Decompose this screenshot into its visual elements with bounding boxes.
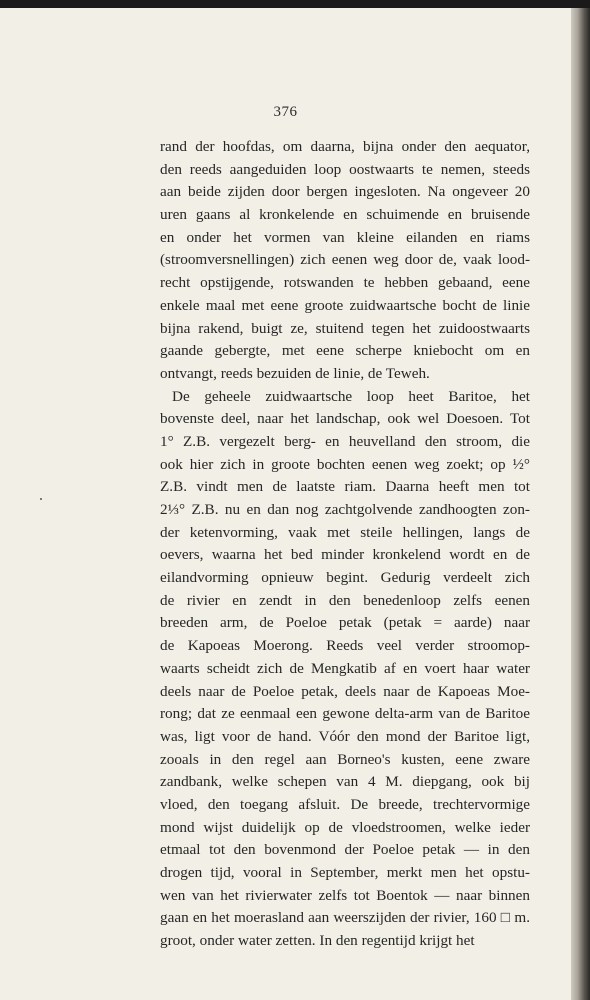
- text-line: was, ligt voor de hand. Vóór den mond der Baritoe ligt,: [160, 727, 530, 745]
- text-line: groot, onder water zetten. In den regentijd krijgt het: [160, 932, 475, 950]
- text-line: oevers, waarna het bed minder kronkelend wordt en de: [160, 546, 530, 564]
- text-line: bijna rakend, buigt ze, stuitend tegen het zuidoostwaarts: [160, 319, 530, 337]
- text-line: mond wijst duidelijk op de vloedstroomen, welke ieder: [160, 818, 530, 836]
- text-line: rong; dat ze eenmaal een gewone delta-arm van de Baritoe: [160, 705, 530, 723]
- text-line: der ketenvorming, vaak met steile hellingen, langs de: [160, 523, 530, 541]
- text-line: de rivier en zendt in den benedenloop zelfs eenen: [160, 591, 530, 609]
- text-line: recht opstijgende, rotswanden te hebben gebaand, eene: [160, 274, 530, 292]
- text-line: zandbank, welke schepen van 4 M. diepgang, ook bij: [160, 773, 530, 791]
- text-line: wen van het rivierwater zelfs tot Boentok — naar binnen: [160, 886, 530, 904]
- text-line: vloed, den toegang afsluit. De breede, trechtervormige: [160, 795, 530, 813]
- text-line: drogen tijd, vooral in September, merkt men het opstu-: [160, 864, 530, 881]
- text-line: de Kapoeas Moerong. Reeds veel verder stroomop-: [160, 637, 530, 655]
- text-line: enkele maal met eene groote zuidwaartsche bocht de linie: [160, 296, 530, 314]
- paragraph-start-line: De geheele zuidwaartsche loop heet Baritoe, het: [172, 387, 530, 405]
- text-line: uren gaans al kronkelende en schuimende en bruisende: [160, 206, 530, 224]
- page-number: 376: [273, 104, 298, 120]
- text-line: etmaal tot den bovenmond der Poeloe petak — in den: [160, 841, 530, 859]
- book-page: [0, 8, 571, 1000]
- text-line: zooals in den regel aan Borneo's kusten, eene zware: [160, 750, 530, 768]
- text-line: 2⅓° Z.B. nu en dan nog zachtgolvende zandhoogten zon-: [160, 501, 530, 518]
- text-line: en onder het vormen van kleine eilanden en riams: [160, 228, 530, 246]
- text-line: 1° Z.B. vergezelt berg- en heuvelland den stroom, die: [160, 432, 530, 450]
- text-line: waarts scheidt zich de Mengkatib af en voert haar water: [160, 659, 530, 677]
- text-line: deels naar de Poeloe petak, deels naar de Kapoeas Moe-: [160, 682, 530, 700]
- text-line: ook hier zich in groote bochten eenen weg zoekt; op ½°: [160, 455, 530, 473]
- text-line: bovenste deel, naar het landschap, ook wel Doesoen. Tot: [160, 410, 530, 428]
- body-text: [160, 136, 530, 953]
- text-line: rand der hoofdas, om daarna, bijna onder den aequator,: [160, 138, 530, 155]
- text-line: den reeds aangeduiden loop oostwaarts te nemen, steeds: [160, 160, 530, 178]
- page-speck: [40, 498, 42, 500]
- text-line: breeden arm, de Poeloe petak (petak = aarde) naar: [160, 614, 530, 632]
- text-line: Z.B. vindt men de laatste riam. Daarna heeft men tot: [160, 478, 530, 496]
- book-spine: [571, 8, 590, 1000]
- top-edge: [0, 0, 590, 8]
- text-line: ontvangt, reeds bezuiden de linie, de Teweh.: [160, 364, 430, 382]
- text-line: eilandvorming opnieuw begint. Gedurig verdeelt zich: [160, 569, 530, 587]
- text-line: gaande gebergte, met eene scherpe kniebocht om en: [160, 342, 530, 360]
- text-line: gaan en het moerasland aan weerszijden der rivier, 160 □ m.: [160, 909, 530, 927]
- text-line: (stroomversnellingen) zich eenen weg door de, vaak lood-: [160, 251, 530, 269]
- text-line: aan beide zijden door bergen ingesloten. Na ongeveer 20: [160, 183, 530, 201]
